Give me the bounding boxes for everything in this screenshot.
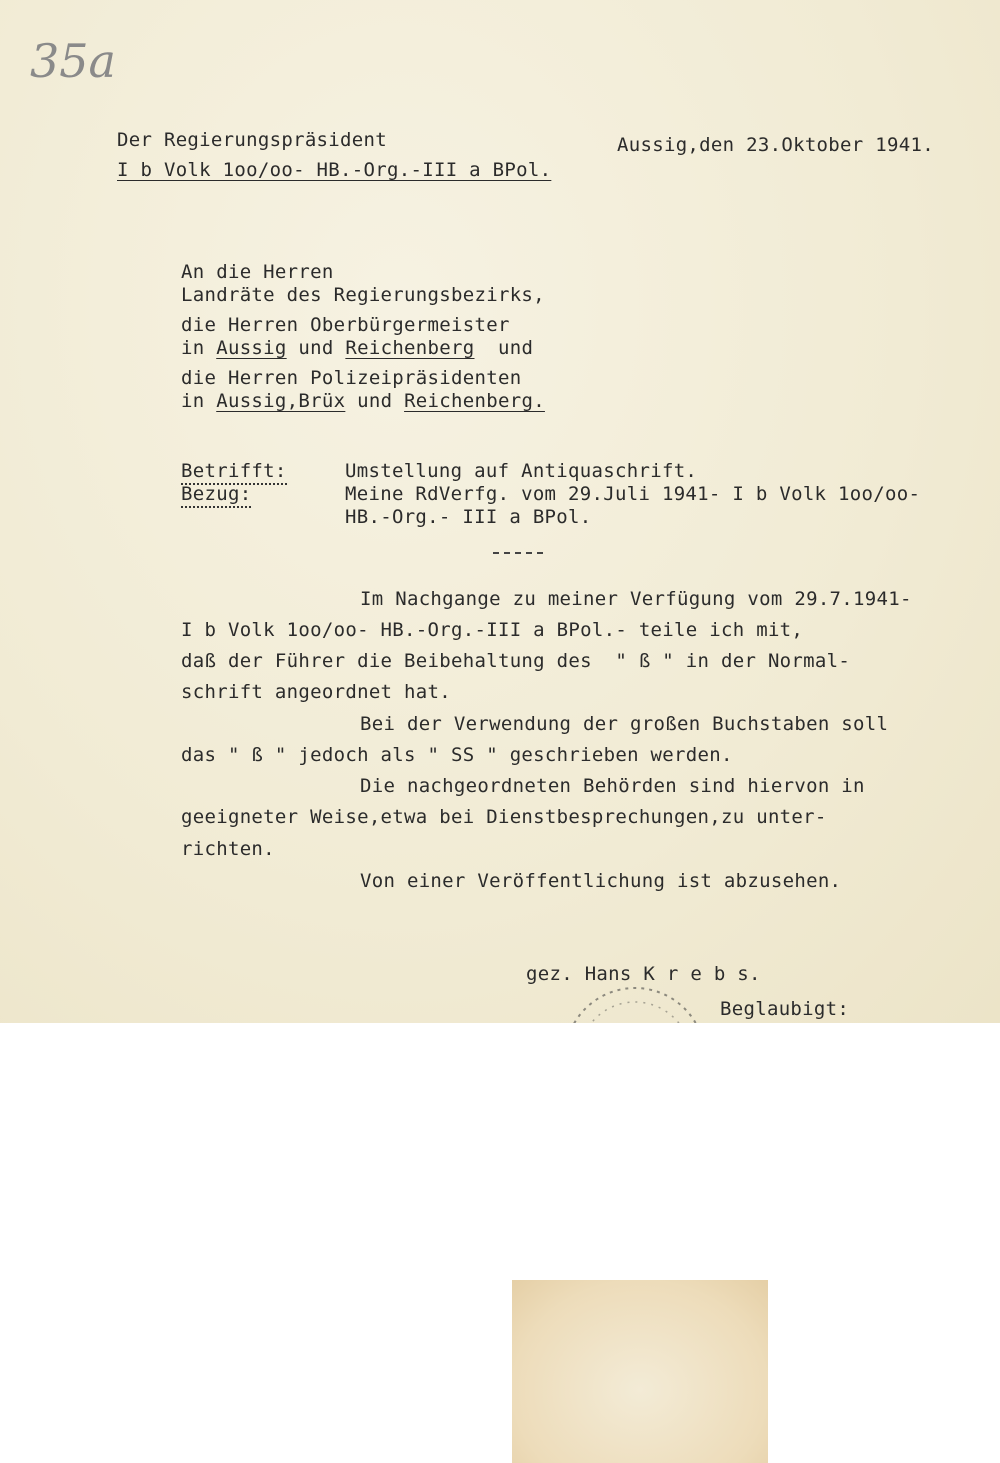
recipient-line-5: die Herren Polizeipräsidenten [181, 367, 522, 389]
handwritten-page-number: 35a [30, 34, 116, 88]
reference-number: I b Volk 1oo/oo- HB.-Org.-III a BPol. [117, 159, 552, 181]
reference-text-2: HB.-Org.- III a BPol. [345, 506, 592, 528]
body-line-7: Die nachgeordneten Behörden sind hiervon in [360, 775, 865, 797]
body-line-2: I b Volk 1oo/oo- HB.-Org.-III a BPol.- teile ich mit, [181, 619, 804, 641]
recipient-line-2: Landräte des Regierungsbezirks, [181, 284, 545, 306]
certified-label: Beglaubigt: [720, 998, 850, 1020]
body-line-10: Von einer Veröffentlichung ist abzusehen. [360, 870, 842, 892]
body-line-4: schrift angeordnet hat. [181, 681, 451, 703]
recipient-line-1: An die Herren [181, 261, 334, 283]
body-line-9: richten. [181, 838, 275, 860]
body-line-5: Bei der Verwendung der großen Buchstaben soll [360, 713, 889, 735]
city-reichenberg: Reichenberg [345, 337, 475, 359]
authority-title: Der Regierungspräsident [117, 129, 387, 151]
reference-label: Bezug: [181, 485, 251, 504]
body-line-6: das " ß " jedoch als " SS " geschrieben werden. [181, 744, 733, 766]
subject-text: Umstellung auf Antiquaschrift. [345, 460, 698, 482]
paper-color-swatch [512, 1280, 768, 1463]
recipient-line-6: in Aussig,Brüx und Reichenberg. [181, 390, 545, 412]
subject-label: Betrifft: [181, 462, 287, 481]
signature-line: gez. Hans K r e b s. [526, 963, 761, 985]
place-date: Aussig,den 23.Oktober 1941. [617, 134, 934, 156]
city-aussig: Aussig [216, 337, 287, 359]
body-line-3: daß der Führer die Beibehaltung des " ß " in der Normal- [181, 650, 851, 672]
cities-aussig-brux: Aussig,Brüx [216, 390, 346, 412]
recipient-line-4: in Aussig und Reichenberg und [181, 337, 534, 359]
reference-text-1: Meine RdVerfg. vom 29.Juli 1941- I b Volk 1oo/oo- [345, 483, 921, 505]
section-separator [493, 552, 543, 554]
city-reichenberg: Reichenberg. [404, 390, 545, 412]
recipient-line-3: die Herren Oberbürgermeister [181, 314, 510, 336]
body-line-1: Im Nachgange zu meiner Verfügung vom 29.7.1941- [360, 588, 912, 610]
body-line-8: geeigneter Weise,etwa bei Dienstbesprechungen,zu unter- [181, 806, 827, 828]
